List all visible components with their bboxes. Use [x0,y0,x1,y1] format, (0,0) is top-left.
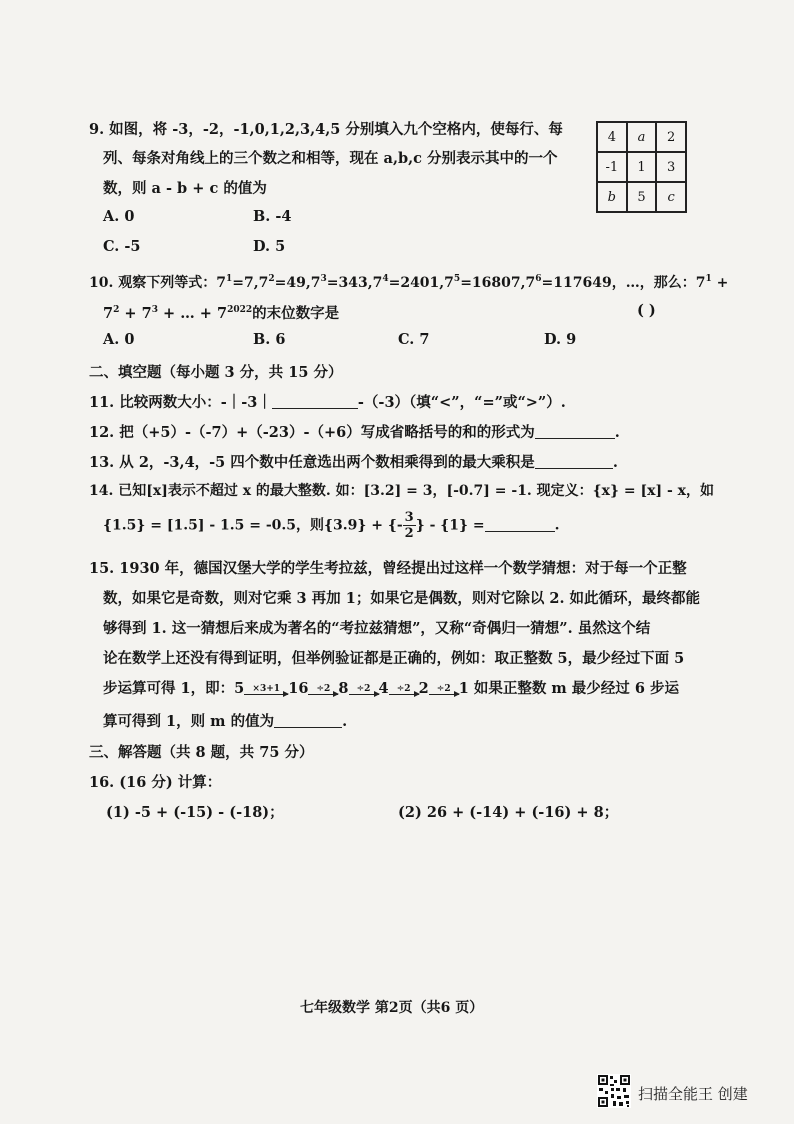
grid-cell: b [597,182,627,212]
q10-line1: 10. 观察下列等式：$7^1=7,7^2=49,7^3=343,7^4=2401,7^5=16807,7^6=117649$，…，那么：$7^1$ + [89,274,729,291]
page-footer: 七年级数学 第2页（共6 页） [300,1000,484,1016]
q14-line2: {1.5} = [1.5] - 1.5 = -0.5，则{3.9} + {- $\frac{3}{2}$ } - {1} = . [103,510,560,541]
q10-option-d: D. 9 [544,331,577,348]
scanner-watermark: 扫描全能王 创建 [638,1085,748,1103]
q9-line3: 数，则 a - b + c 的值为 [103,180,267,197]
q15-line1: 15. 1930 年，德国汉堡大学的学生考拉兹，曾经提出过这样一个数学猜想：对于每一个正整 [89,560,687,577]
q13-text: 13. 从 2，-3,4，-5 四个数中任意选出两个数相乘得到的最大乘积是 [89,454,535,471]
q12: 12. 把（+5）-（-7）+（-23）-（+6）写成省略括号的和的形式为 . [89,424,620,441]
q16-title: 16. (16 分) 计算： [89,774,222,791]
q11 [89,391,566,412]
arrow-icon: ×3+1 [244,684,288,695]
q15-line4: 论在数学上还没有得到证明，但举例验证都是正确的，例如：取正整数 5，最少经过下面 5 [103,650,685,667]
grid-cell: 4 [597,122,627,152]
q14-line1: 14. 已知[x]表示不超过 x 的最大整数. 如：[3.2] = 3，[-0.7] = -1. 现定义：{x} = [x] - x，如 [89,483,715,499]
q15-line6: 算可得到 1，则 m 的值为 . [103,713,348,730]
q10-option-c: C. 7 [398,331,430,348]
q14-line2-pre: {1.5} = [1.5] - 1.5 = -0.5，则{3.9} + {- [103,517,403,534]
magic-square-grid [596,121,687,213]
q12-text: 12. 把（+5）-（-7）+（-23）-（+6）写成省略括号的和的形式为 [89,424,535,441]
q14-fraction: $\frac{3}{2}$ [404,510,414,541]
grid-cell: 3 [656,152,686,182]
q10-term: $7^2=49$ [258,274,306,291]
q13-answer-blank[interactable] [535,454,613,469]
q9-line1: 9. 如图，将 -3，-2，-1,0,1,2,3,4,5 分别填入九个空格内，使每行、每 [89,121,563,138]
q10-option-b: B. 6 [253,331,286,348]
q9-option-c: C. -5 [103,238,141,255]
qr-code-icon [597,1074,631,1108]
arrow-icon: ÷2 [429,684,459,695]
q10-line2: $7^2 + 7^3$ + … + $7^{2022}$的末位数字是 [103,305,340,322]
q10-term: $7^4=2401$ [372,274,440,291]
q10-term: $7^3=343$ [310,274,368,291]
q14-answer-blank[interactable] [485,517,555,532]
grid-cell: 5 [627,182,657,212]
q9-option-b: B. -4 [253,208,292,225]
grid-cell: a [627,122,657,152]
q15-line5-post: 如果正整数 m 最少经过 6 步运 [473,680,679,697]
q9-option-a: A. 0 [103,208,135,225]
q15-line3: 够得到 1. 这一猜想后来成为著名的“考拉兹猜想”，又称“奇偶归一猜想”. 虽然这个结 [103,620,651,637]
q15-line2: 数，如果它是奇数，则对它乘 3 再加 1；如果它是偶数，则对它除以 2. 如此循环，最终都能 [103,590,701,607]
q15-answer-blank[interactable] [274,713,342,728]
arrow-icon: ÷2 [308,684,338,695]
q10-prefix: 10. 观察下列等式： [89,275,217,291]
q10-tail: ，…，那么： [611,275,696,291]
q11-answer-blank[interactable] [272,394,358,409]
q16-part1: (1) -5 + (-15) - (-18)； [106,804,284,821]
q15-line5-pre: 步运算可得 1，即： [103,680,235,697]
q10-term: $7^6=117649$ [525,274,612,291]
q10-line2-tail: 的末位数字是 [252,305,340,322]
arrow-icon: ÷2 [389,684,419,695]
q12-answer-blank[interactable] [535,424,615,439]
q14-line2-post: } - {1} = [415,517,485,534]
q16-part2: (2) 26 + (-14) + (-16) + 8； [398,804,619,821]
section-3-heading: 三、解答题（共 8 题，共 75 分） [89,744,314,761]
q10-term: $7^5=16807$ [444,274,521,291]
q9-line2: 列、每条对角线上的三个数之和相等，现在 a,b,c 分别表示其中的一个 [103,150,558,167]
grid-cell: 1 [627,152,657,182]
q10-term: $7^1=7$ [216,274,254,291]
grid-cell: 2 [656,122,686,152]
q10-sum-end-exp: 2022 [227,305,253,315]
q10-option-a: A. 0 [103,331,135,348]
q15-line5: 步运算可得 1，即：5 ×3+1 16 ÷2 8 ÷2 4 ÷2 2 ÷2 1 如果正整数 m 最少经过 6 步运 [103,680,679,697]
q15-line6-text: 算可得到 1，则 m 的值为 [103,713,275,730]
grid-cell: c [656,182,686,212]
q11-left: 11. 比较两数大小：-｜-3｜ [89,394,272,411]
grid-cell: -1 [597,152,627,182]
q11-right: -（-3）（填“<”，“=”或“>”）. [357,394,566,411]
section-2-heading: 二、填空题（每小题 3 分，共 15 分） [89,364,343,381]
q10-answer-paren: ( ) [637,302,656,319]
arrow-icon: ÷2 [349,684,379,695]
q13: 13. 从 2，-3,4，-5 四个数中任意选出两个数相乘得到的最大乘积是 . [89,454,618,471]
q9-option-d: D. 5 [253,238,286,255]
